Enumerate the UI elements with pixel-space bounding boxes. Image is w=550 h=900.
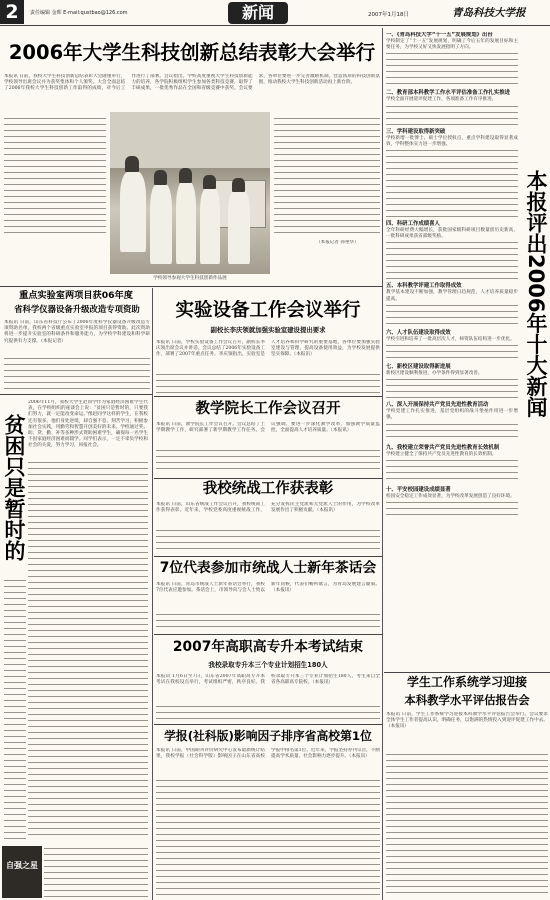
review-item: 七、新校区建设取得新进展 新校区建设顺利推进，办学条件得到显著改善。 <box>386 364 518 399</box>
lead-headline: 2006年大学生科技创新总结表彰大会举行 <box>8 41 376 64</box>
forum-headline: 学生工作系统学习迎接 <box>406 675 527 689</box>
exam-body: 本报讯 1月6日至7日，山东省2007年高职高专升本考试在我校设点举行，考试组织严密，秩序良好。我校录取专升本三个专业计划招生180人，考生来自全省各高职高专院校。（本报讯） <box>156 674 380 686</box>
issue-date: 2007年1月18日 <box>368 12 409 18</box>
review-item: 四、科研工作成绩喜人 全年科研经费大幅增长，获批国家级科研项目数量创历史新高，一批科研成果获省部级奖励。 <box>386 221 518 280</box>
page-number: 2 <box>0 0 24 24</box>
review-item: 三、学科建设取得新突破 学校新增一批博士、硕士学位授权点，重点学科建设取得显著成效，学科整体实力进一步增强。 <box>386 129 518 218</box>
dean-headline: 教学院长工作会议召开 <box>195 401 341 417</box>
forum-body: 本报讯 日前，学生工作系统学习迎接本科教学水平评估报告会举行。会议要求全体学生工作者提高认识，明确任务，以饱满的热情投入到迎评促建工作中去。（本报讯） <box>386 712 548 730</box>
review-vertical-headline: 本报评出2006年十大新闻 <box>524 170 548 418</box>
review-item: 二、教育部本科教学工作水平评估准备工作扎实推进 学校全面开展迎评促建工作，各项准备工作有序推进。 <box>386 90 518 125</box>
newyear-body: 本报讯 日前，青岛市统战人士新年茶话会举行，我校7位代表应邀参加。茶话会上，市领导向与会人士致以新年问候，代表们畅所欲言，为青岛发展建言献策。（本报讯） <box>156 582 380 594</box>
equipment-headline: 实验设备工作会议举行 <box>175 300 361 321</box>
lead-photo <box>110 112 270 284</box>
review-item: 十、平安校园建设成绩显著 校园安全稳定工作成效显著，为学校改革发展创造了良好环境。 <box>386 487 518 518</box>
lead-body: 本报讯 日前，我校大学生科技创新总结表彰大会隆重举行，学校领导出席会议并为获奖集体和个人颁奖。大会全面总结了2006年我校大学生科技创新工作取得的成绩，对今后工作进行了部署。会议指出，学校高度重视大学生科技创新能力的培养，各学院积极组织学生参加各类科技竞赛，取得了丰硕成果，一批优秀作品在全国和省级竞赛中获奖。会议要求，各单位要进一步完善激励机制，营造浓厚的科技创新氛围，推动我校大学生科技创新活动再上新台阶。 <box>4 74 380 92</box>
keylab-headline: 重点实验室两项目获06年度 <box>19 290 133 301</box>
poverty-box <box>2 846 42 898</box>
poverty-box-label: 自强之星 <box>6 861 38 870</box>
dean-body: 本报讯 日前，教学院长工作会议召开。会议总结了上学期教学工作，研究部署了新学期教学工作任务。会议强调，要进一步深化教学改革，加强教学质量监控，全面提高人才培养质量。（本报讯） <box>156 422 380 434</box>
poverty-body: 2006年11月，我校大学生赵同学作为家庭经济困难学生代表，在学校组织的座谈会上说：“贫困只是暂时的，只要我们努力，就一定能改变命运。”像赵同学这样的学生，在我校还有很多。他们身处逆境，却自强不息，刻苦学习，积极参加社会实践，用勤劳和智慧开创美好的未来。学校通过奖、助、贷、勤、补等多种形式资助困难学生，确保每一名学生不因家庭经济困难而辍学。同学们表示，一定不辜负学校和社会的关爱，努力学习，回报社会。 <box>28 400 148 449</box>
review-item: 六、人才队伍建设取得成效 学校引进和培养了一批高层次人才，师资队伍结构进一步优化。 <box>386 330 518 361</box>
review-item: 一、《青岛科技大学“十一五”发展规划》出台 学校制定了“十一五”发展规划，明确了今后五年的发展目标和主要任务，为学校又好又快发展指明了方向。 <box>386 32 518 87</box>
review-item: 五、本科教学评建工作取得成效 教学基本建设不断加强，教学管理日趋规范，人才培养质量稳步提高。 <box>386 283 518 326</box>
photo-caption: 学校领导参观大学生科技创新作品展 <box>153 276 227 281</box>
journal-headline: 学报(社科版)影响因子排序省高校第1位 <box>164 729 372 743</box>
paper-name: 青岛科技大学报 <box>452 7 526 19</box>
equipment-body: 本报讯 日前，学校实验设备工作会议召开，副校长李庆领出席会议并讲话。会议总结了2006年实验设备工作，部署了2007年重点任务。李庆领指出，实验室是人才培养和科学研究的重要基地，各单位要加强实验室建设与管理，提高设备使用效益，为学校发展提供坚实保障。（本报讯） <box>156 340 380 358</box>
review-list <box>386 32 518 672</box>
review-item: 九、我校建立荣誉共产党员先进性教育长效机制 学校建立健全了保持共产党员先进性教育的长效机制。 <box>386 445 518 484</box>
unitedfront-headline: 我校统战工作获表彰 <box>202 481 334 497</box>
journal-body: 本报讯 日前，中国期刊评价研究中心发布最新统计结果，我校学报（社会科学版）影响因子在山东省高校学报中排名第1位。近年来，学报坚持办刊宗旨，不断提高学术质量，社会影响力逐步提升。（本报讯） <box>156 748 380 760</box>
equipment-photo <box>156 290 380 300</box>
lead-byline: （本报记者 孙艳华） <box>316 240 359 245</box>
review-item: 八、深入开展保持共产党员先进性教育活动 学校党建工作扎实推进，基层党组织的战斗堡垒作用进一步增强。 <box>386 402 518 441</box>
keylab-body: 本报讯 日前，山东省科技厅公布了2006年度科学仪器设备升级改造专项资助名单，我校两个省级重点实验室申报的项目获得资助。此次资助将进一步提升实验室的科研条件和服务能力，为学校学科建设和科学研究提供有力支撑。（本报记者） <box>4 320 150 344</box>
exam-headline: 2007年高职高专升本考试结束 <box>172 639 364 655</box>
poverty-vertical-headline: 贫困只是暂时的 <box>2 413 26 561</box>
keylab-subheadline: 省科学仪器设备升级改造专项资助 <box>14 304 140 314</box>
editor-info: 责任编辑 金晖 E-mail:qustbao@126.com <box>30 10 128 16</box>
section-title: 新闻 <box>228 2 288 24</box>
equipment-subheadline: 副校长李庆领就加强实验室建设提出要求 <box>210 326 326 334</box>
exam-subheadline: 我校录取专升本三个专业计划招生180人 <box>208 661 328 669</box>
forum-subheadline: 本科教学水平评估报告会 <box>404 693 530 707</box>
masthead <box>0 0 550 26</box>
newyear-headline: 7位代表参加市统战人士新年茶话会 <box>159 560 377 576</box>
unitedfront-body: 本报讯 日前，山东省统战工作会议召开，我校统战工作获得表彰。近年来，学校党委高度重视统战工作，充分发挥民主党派和无党派人士的作用，为学校改革发展作出了积极贡献。（本报讯） <box>156 502 380 514</box>
